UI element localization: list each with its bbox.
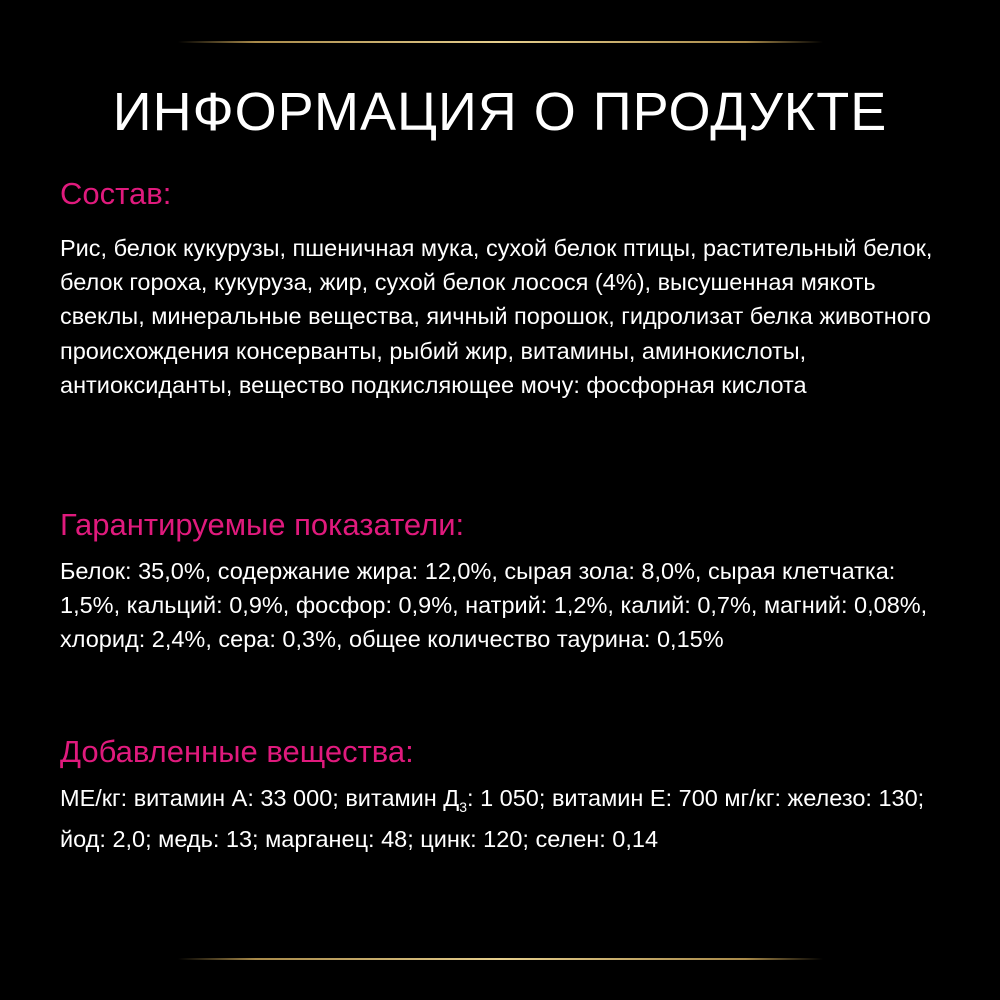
- added-text-part-1: МЕ/кг: витамин А: 33 000; витамин Д: [60, 785, 460, 811]
- vitamin-d-subscript: 3: [459, 799, 468, 815]
- composition-section: [60, 175, 950, 402]
- added-heading: Добавленные вещества:: [60, 734, 414, 769]
- composition-heading: Состав:: [60, 176, 172, 211]
- top-divider: [178, 41, 823, 43]
- guaranteed-heading: Гарантируемые показатели:: [60, 507, 465, 542]
- added-text-part-2: : 1 050; витамин Е: 700 мг/кг: железо: 130; йод: 2,0; медь: 13; марганец: 48; цинк: 120; селен: 0,14: [60, 785, 925, 852]
- added-text: [60, 778, 950, 860]
- added-section: [60, 733, 950, 860]
- guaranteed-section: [60, 506, 950, 657]
- bottom-divider: [178, 958, 823, 960]
- composition-text: Рис, белок кукурузы, пшеничная мука, сухой белок птицы, растительный белок, белок гороха, кукуруза, жир, сухой белок лосося (4%), высушенная мякоть свеклы, минеральные вещества, яичный порошок, гидролизат белка животного происхождения консерванты, рыбий жир, витамины, аминокислоты, антиоксиданты, вещество подкисляющее мочу: фосфорная кислота: [60, 235, 933, 398]
- page-title: ИНФОРМАЦИЯ О ПРОДУКТЕ: [112, 82, 888, 142]
- guaranteed-text: Белок: 35,0%, содержание жира: 12,0%, сырая зола: 8,0%, сырая клетчатка: 1,5%, кальций: 0,9%, фосфор: 0,9%, натрий: 1,2%, калий: 0,7%, магний: 0,08%, хлорид: 2,4%, сера: 0,3%, общее количество таурина: 0,15%: [60, 558, 928, 653]
